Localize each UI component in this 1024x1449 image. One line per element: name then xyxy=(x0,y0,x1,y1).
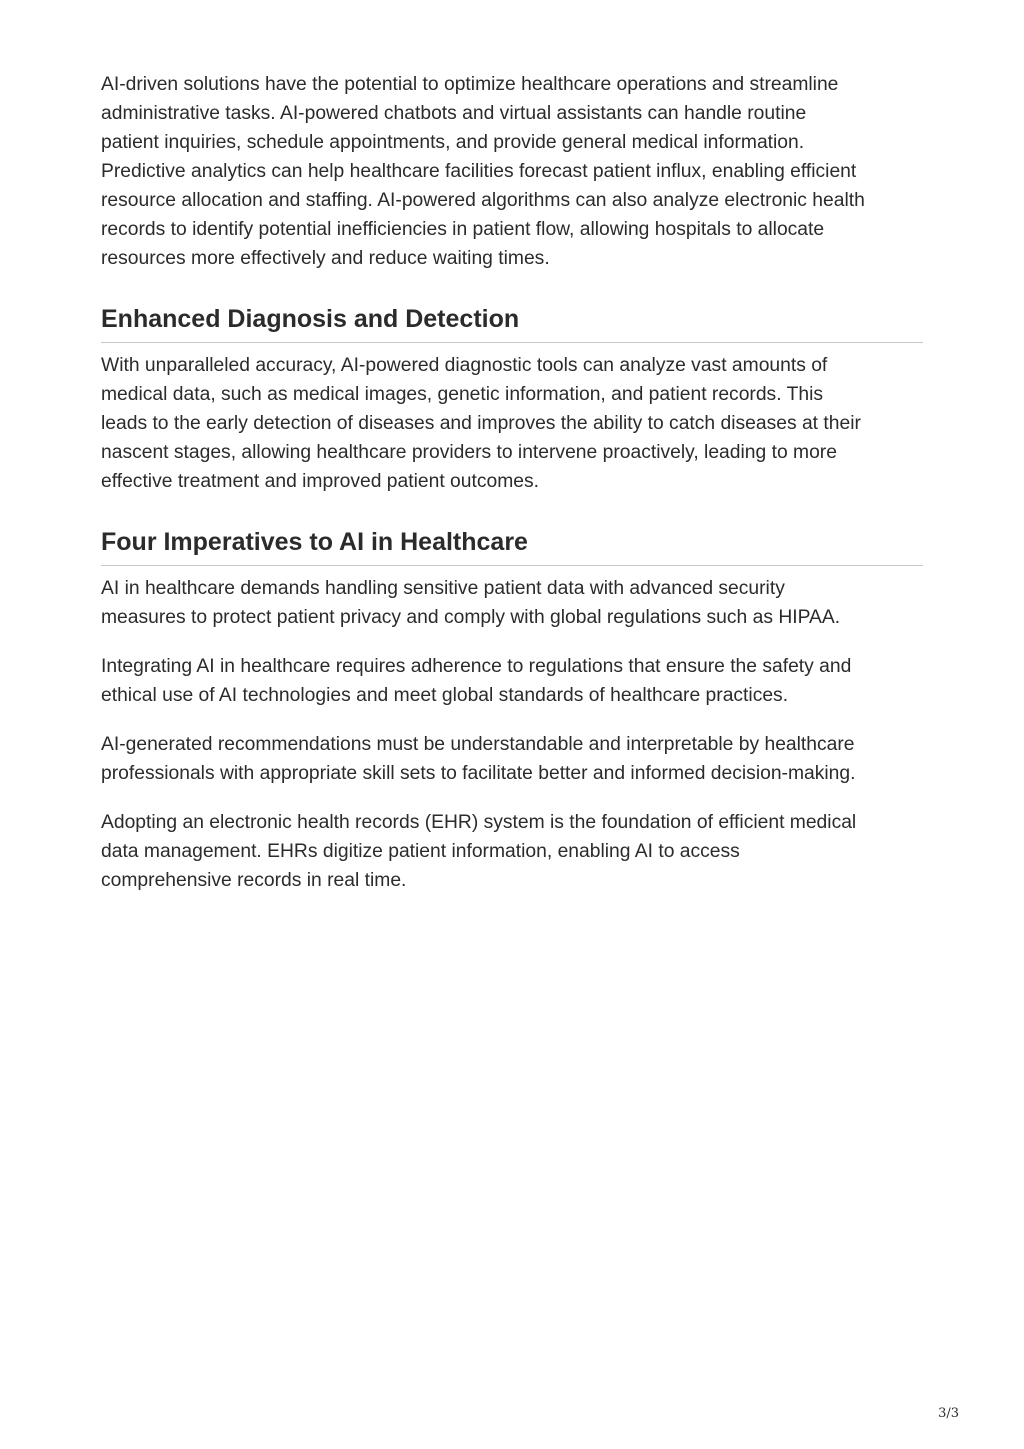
section-heading: Enhanced Diagnosis and Detection xyxy=(101,303,923,343)
section-paragraph: AI-generated recommendations must be understandable and interpretable by healthcare professionals with appropriate skill sets to facilitate better and informed decision-making. xyxy=(101,734,856,784)
section-body xyxy=(101,574,923,895)
intro-paragraph: AI-driven solutions have the potential to optimize healthcare operations and streamline administrative tasks. AI-powered chatbots and virtual assistants can handle routine patient inquiries, schedule appointments, and provide general medical information. Predictive analytics can help healthcare facilities forecast patient influx, enabling efficient resource allocation and staffing. AI-powered algorithms can also analyze electronic health records to identify potential inefficiencies in patient flow, allowing hospitals to allocate resources more effectively and reduce waiting times. xyxy=(101,74,865,269)
section-paragraph: With unparalleled accuracy, AI-powered diagnostic tools can analyze vast amounts of medical data, such as medical images, genetic information, and patient records. This leads to the early detection of diseases and improves the ability to catch diseases at their nascent stages, allowing healthcare providers to intervene proactively, leading to more effective treatment and improved patient outcomes. xyxy=(101,355,861,492)
section-body xyxy=(101,351,923,496)
document-page xyxy=(101,70,923,895)
section-paragraph: Adopting an electronic health records (EHR) system is the foundation of efficient medical data management. EHRs digitize patient information, enabling AI to access comprehensive records in real time. xyxy=(101,812,857,891)
section-heading: Four Imperatives to AI in Healthcare xyxy=(101,526,923,566)
section-enhanced-diagnosis xyxy=(101,303,923,496)
page-number: 3/3 xyxy=(938,1406,959,1421)
section-paragraph: AI in healthcare demands handling sensitive patient data with advanced security measures to protect patient privacy and comply with global regulations such as HIPAA. xyxy=(101,578,841,628)
section-four-imperatives xyxy=(101,526,923,895)
section-paragraph: Integrating AI in healthcare requires adherence to regulations that ensure the safety and ethical use of AI technologies and meet global standards of healthcare practices. xyxy=(101,656,852,706)
